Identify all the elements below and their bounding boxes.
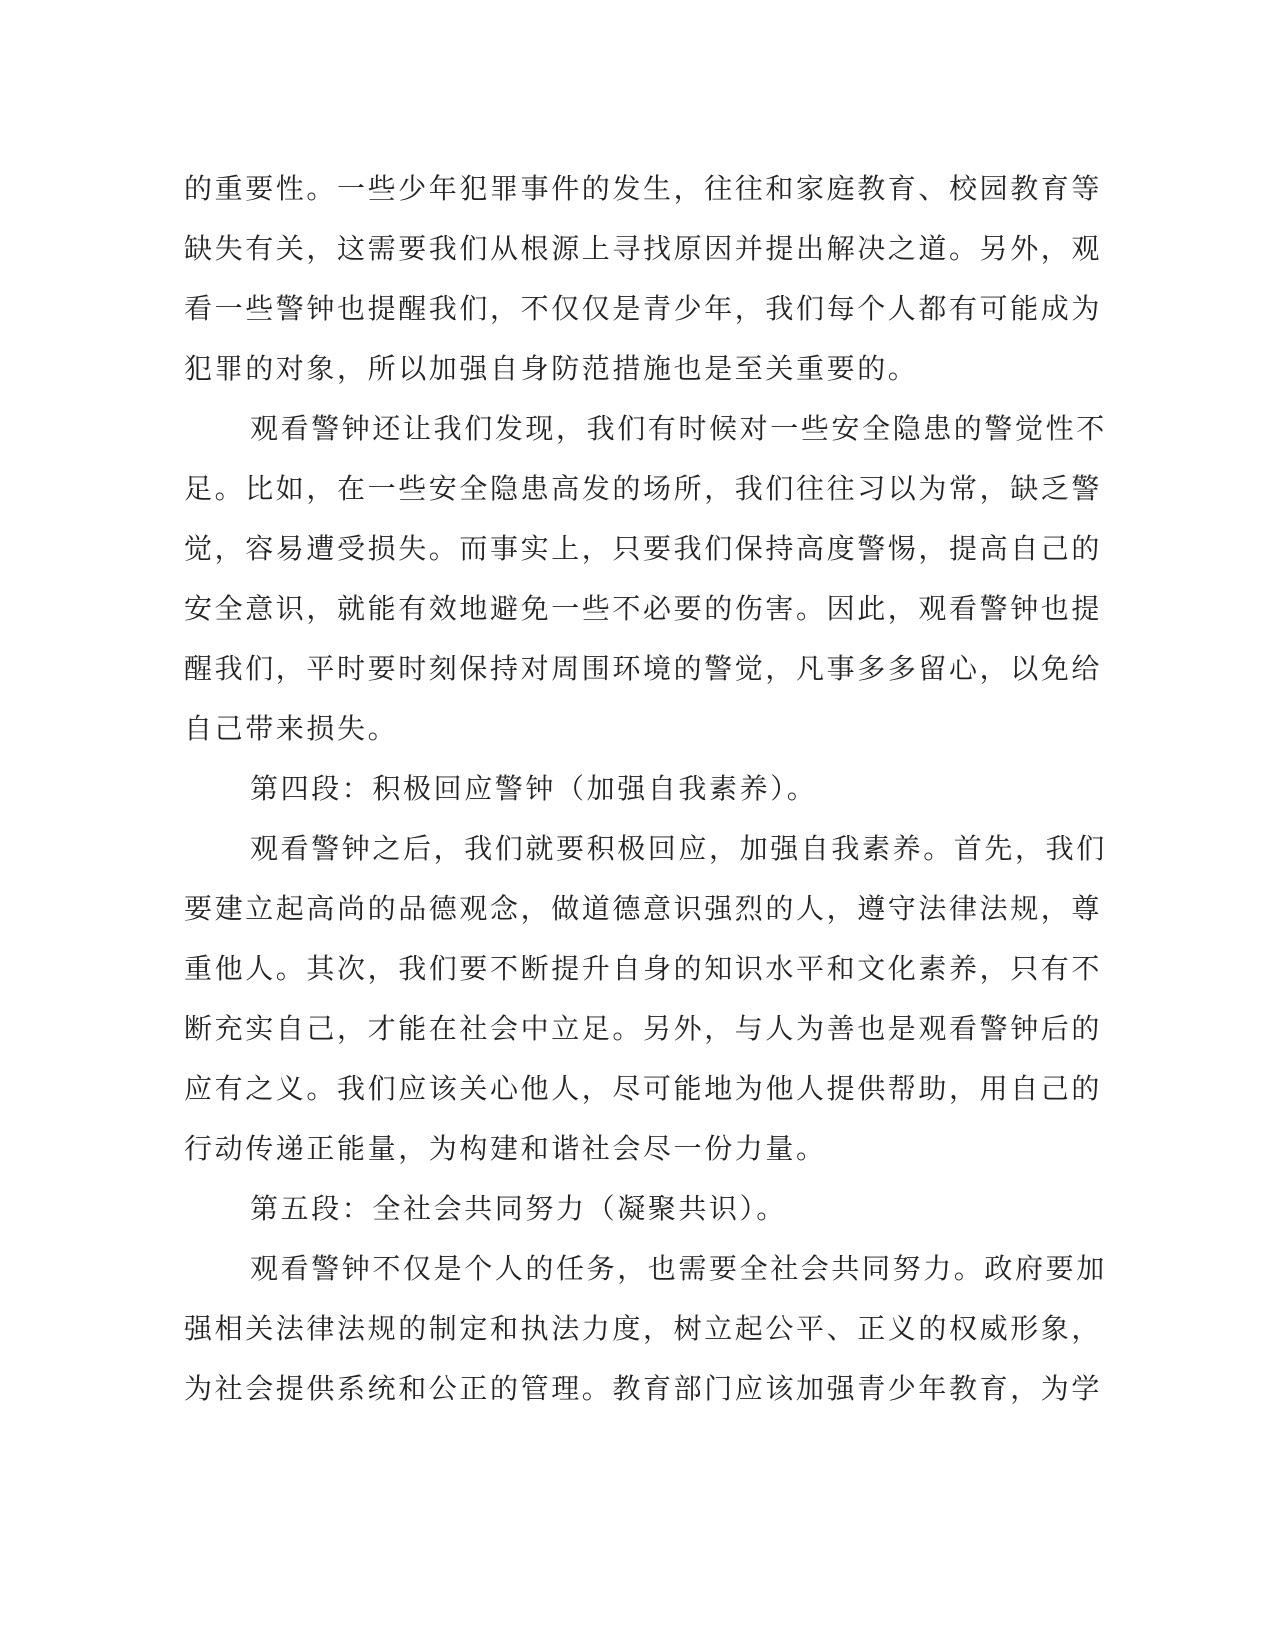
text-line: 犯罪的对象，所以加强自身防范措施也是至关重要的。 — [184, 352, 919, 385]
text-line: 观看警钟不仅是个人的任务，也需要全社会共同努力。政府要加 — [250, 1252, 1107, 1285]
text-line: 行动传递正能量，为构建和谐社会尽一份力量。 — [184, 1132, 827, 1165]
paragraph-safety-awareness — [184, 399, 1107, 759]
paragraph-continuation — [184, 159, 1103, 399]
text-line: 观看警钟之后，我们就要积极回应，加强自我素养。首先，我们 — [250, 832, 1107, 865]
text-line: 安全意识，就能有效地避免一些不必要的伤害。因此，观看警钟也提 — [184, 592, 1103, 625]
text-line: 足。比如，在一些安全隐患高发的场所，我们往往习以为常，缺乏警 — [184, 472, 1103, 505]
text-line: 为社会提供系统和公正的管理。教育部门应该加强青少年教育，为学 — [184, 1372, 1103, 1405]
text-line: 第四段：积极回应警钟（加强自我素养）。 — [250, 772, 818, 805]
text-line: 应有之义。我们应该关心他人，尽可能地为他人提供帮助，用自己的 — [184, 1072, 1103, 1105]
text-line: 的重要性。一些少年犯罪事件的发生，往往和家庭教育、校园教育等 — [184, 172, 1103, 205]
text-line: 第五段：全社会共同努力（凝聚共识）。 — [250, 1192, 787, 1225]
text-line: 重他人。其次，我们要不断提升自身的知识水平和文化素养，只有不 — [184, 952, 1103, 985]
section-heading-5 — [184, 1179, 1044, 1239]
text-line: 观看警钟还让我们发现，我们有时候对一些安全隐患的警觉性不 — [250, 412, 1107, 445]
text-line: 断充实自己，才能在社会中立足。另外，与人为善也是观看警钟后的 — [184, 1012, 1103, 1045]
paragraph-society-effort — [184, 1239, 1107, 1419]
text-line: 觉，容易遭受损失。而事实上，只要我们保持高度警惕，提高自己的 — [184, 532, 1103, 565]
text-line: 醒我们，平时要时刻保持对周围环境的警觉，凡事多多留心，以免给 — [184, 652, 1103, 685]
document-body — [184, 159, 1107, 1419]
text-line: 要建立起高尚的品德观念，做道德意识强烈的人，遵守法律法规，尊 — [184, 892, 1103, 925]
paragraph-self-cultivation — [184, 819, 1107, 1179]
text-line: 缺失有关，这需要我们从根源上寻找原因并提出解决之道。另外，观 — [184, 232, 1103, 265]
text-line: 强相关法律法规的制定和执法力度，树立起公平、正义的权威形象， — [184, 1312, 1103, 1345]
section-heading-4 — [184, 759, 1044, 819]
text-line: 看一些警钟也提醒我们，不仅仅是青少年，我们每个人都有可能成为 — [184, 292, 1103, 325]
text-line: 自己带来损失。 — [184, 712, 399, 745]
